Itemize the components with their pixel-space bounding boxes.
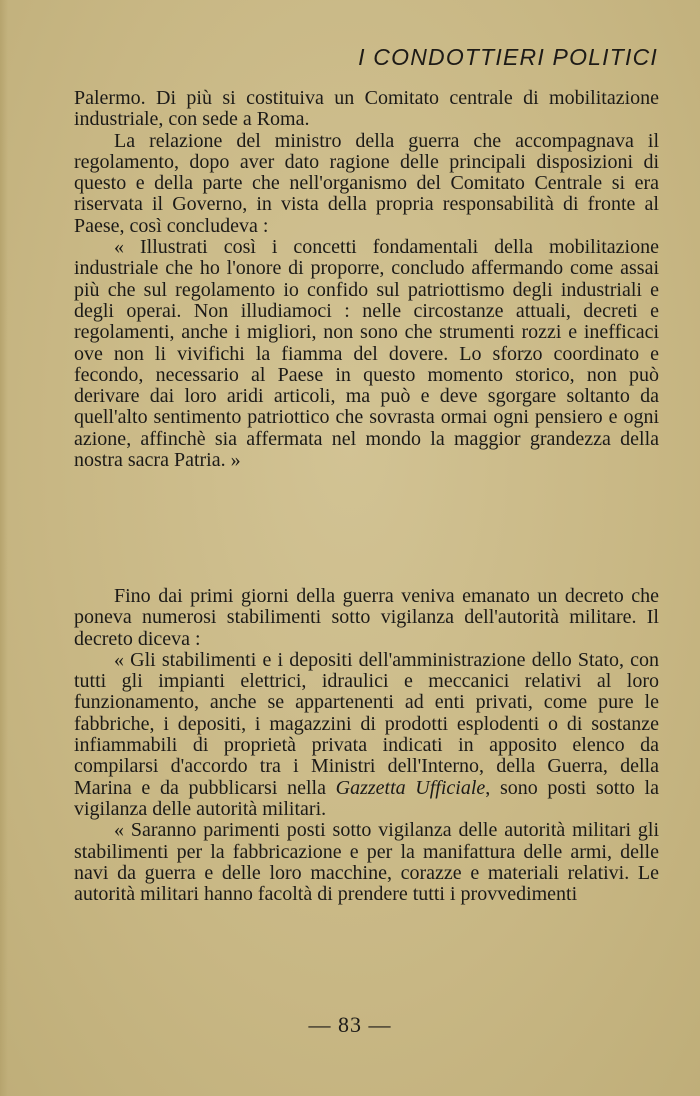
text-block-bottom [74,586,659,905]
page-edge-shadow [0,0,8,1096]
paragraph-continuation: Palermo. Di più si costituiva un Comitato centrale di mobilitazione industriale, con sede a Roma. [74,87,659,131]
text-block-top [74,88,659,471]
running-title: I CONDOTTIERI POLITICI [358,44,658,70]
decreto-quote-start: « Gli stabilimenti e i depositi dell'amministrazione dello Stato, con tutti gli impianti elettrici, idraulici e meccanici relativi al loro funzionamento, anche se appartenenti ad enti privati, come pure le fabbriche, i depositi, i magazzini di prodotti esplodenti o di sostanze infiammabili di proprietà privata indicati in apposito elenco da compilarsi d'accordo tra i Ministri dell'Interno, della Guerra, della Marina e da pubblicarsi nella [74,648,659,799]
page-number: — 83 — [308,1012,392,1037]
paragraph-quotation: « Illustrati così i concetti fondamentali della mobilitazione industriale che ho l'onore di proporre, concludo affermando come assai più che sul regolamento io confido sul patriottismo degli industriali e degli operai. Non illudiamoci : nelle circostanze attuali, decreti e regolamenti, anche i migliori, non sono che strumenti rozzi e inefficaci ove non li vivifichi la fiamma del dovere. Lo sforzo coordinato e fecondo, necessario al Paese in questo momento storico, non può derivare dai loro aridi articoli, ma può e deve sgorgare soltanto da quell'alto sentimento patriottico che sovrasta ormai ogni pensiero e ogni azione, affinchè sia affermata nel mondo la maggior grandezza della nostra sacra Patria. » [74,236,659,472]
decreto-quote-end: , sono posti sotto la vigilanza delle autorità militari. [74,776,659,820]
gazzetta-title: Gazzetta Ufficiale [335,776,486,799]
paragraph-decreto-quote [74,650,659,820]
paragraph-relazione: La relazione del ministro della guerra che accompagnava il regolamento, dopo aver dato ragione delle principali disposizioni di questo e della parte che nell'organismo del Comitato Centrale si era riservata il Governo, in vista della propria responsabilità di fronte al Paese, così concludeva : [74,129,659,237]
paragraph-vigilanza: « Saranno parimenti posti sotto vigilanza delle autorità militari gli stabilimenti per la fabbricazione e per la manifattura delle armi, delle navi da guerra e delle loro macchine, corazze e materiali relativi. Le autorità militari hanno facoltà di prendere tutti i provvedimenti [74,819,659,906]
paragraph-decreto: Fino dai primi giorni della guerra veniva emanato un decreto che poneva numerosi stabilimenti sotto vigilanza dell'autorità militare. Il decreto diceva : [74,585,659,650]
